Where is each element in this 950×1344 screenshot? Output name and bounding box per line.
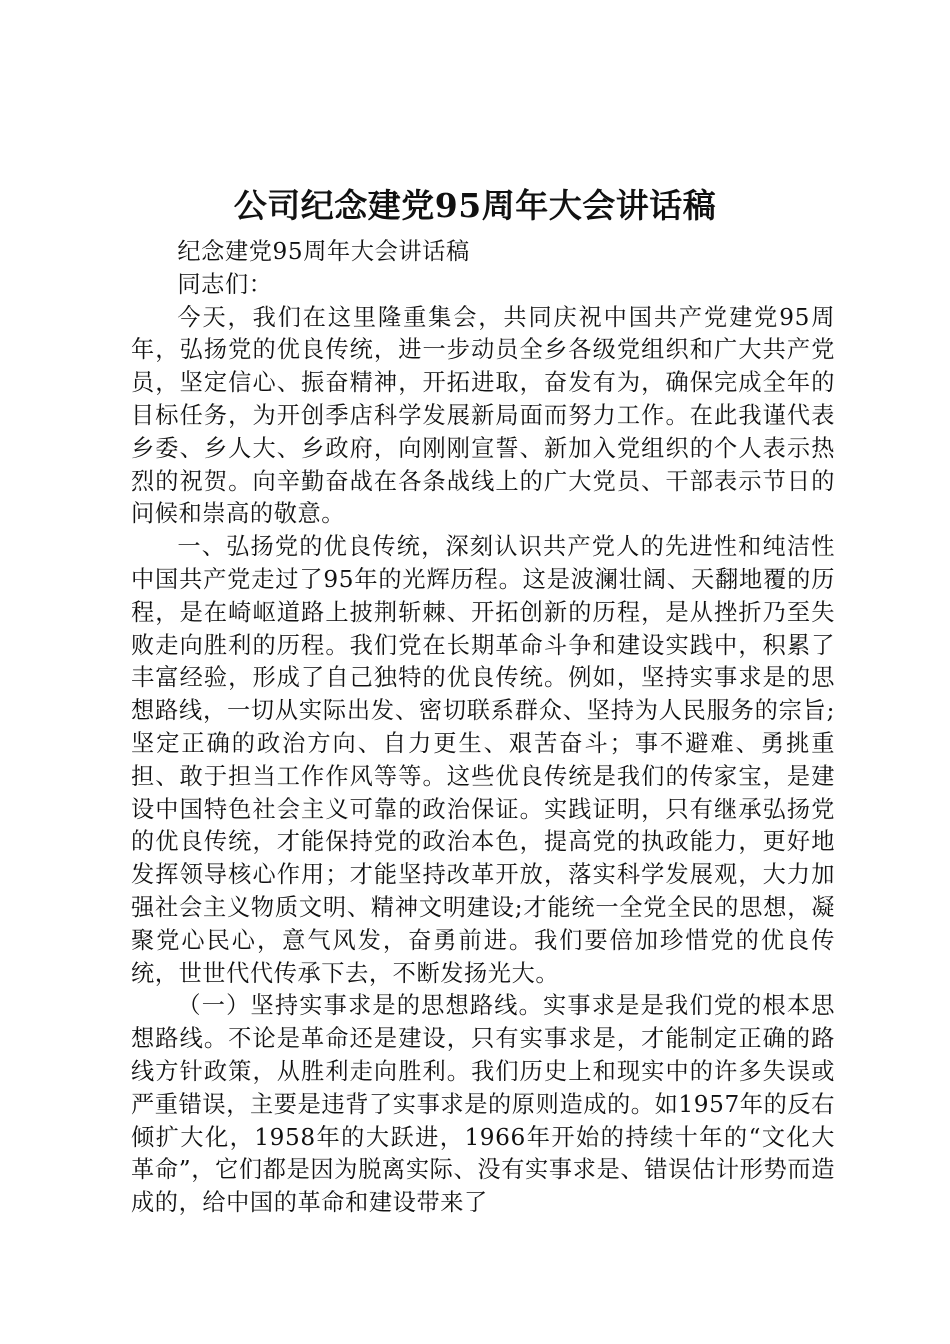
paragraph-opening: 今天，我们在这里隆重集会，共同庆祝中国共产党建党95周年，弘扬党的优良传统，进一步动员全乡各级党组织和广大共产党员，坚定信心、振奋精神，开拓进取，奋发有为，确保完成全年的目标任务，为开创季店科学发展新局面而努力工作。在此我谨代表乡委、乡人大、乡政府，向刚刚宣誓、新加入党组织的个人表示热烈的祝贺。向辛勤奋战在各条战线上的广大党员、干部表示节日的问候和崇高的敬意。 (131, 303, 835, 528)
paragraph-subsection-one: （一）坚持实事求是的思想路线。实事求是是我们党的根本思想路线。不论是革命还是建设，只有实事求是，才能制定正确的路线方针政策，从胜利走向胜利。我们历史上和现实中的许多失误或严重错误，主要是违背了实事求是的原则造成的。如1957年的反右倾扩大化，1958年的大跃进，1966年开始的持续十年的“文化大革命”，它们都是因为脱离实际、没有实事求是、错误估计形势而造成的，给中国的革命和建设带来了 (131, 992, 835, 1217)
paragraph-salutation: 同志们： (177, 270, 273, 298)
paragraph-section-one: 一、弘扬党的优良传统，深刻认识共产党人的先进性和纯洁性中国共产党走过了95年的光辉历程。这是波澜壮阔、天翻地覆的历程，是在崎岖道路上披荆斩棘、开拓创新的历程，是从挫折乃至失败走向胜利的历程。我们党在长期革命斗争和建设实践中，积累了丰富经验，形成了自己独特的优良传统。例如，坚持实事求是的思想路线，一切从实际出发、密切联系群众、坚持为人民服务的宗旨;坚定正确的政治方向、自力更生、艰苦奋斗；事不避难、勇挑重担、敢于担当工作作风等等。这些优良传统是我们的传家宝，是建设中国特色社会主义可靠的政治保证。实践证明，只有继承弘扬党的优良传统，才能保持党的政治本色，提高党的执政能力，更好地发挥领导核心作用；才能坚持改革开放，落实科学发展观，大力加强社会主义物质文明、精神文明建设;才能统一全党全民的思想，凝聚党心民心，意气风发，奋勇前进。我们要倍加珍惜党的优良传统，世世代代传承下去，不断发扬光大。 (131, 533, 835, 987)
paragraph-subtitle: 纪念建党95周年大会讲话稿 (177, 238, 470, 265)
document-body (131, 236, 835, 1220)
document-title: 公司纪念建党95周年大会讲话稿 (233, 186, 717, 225)
